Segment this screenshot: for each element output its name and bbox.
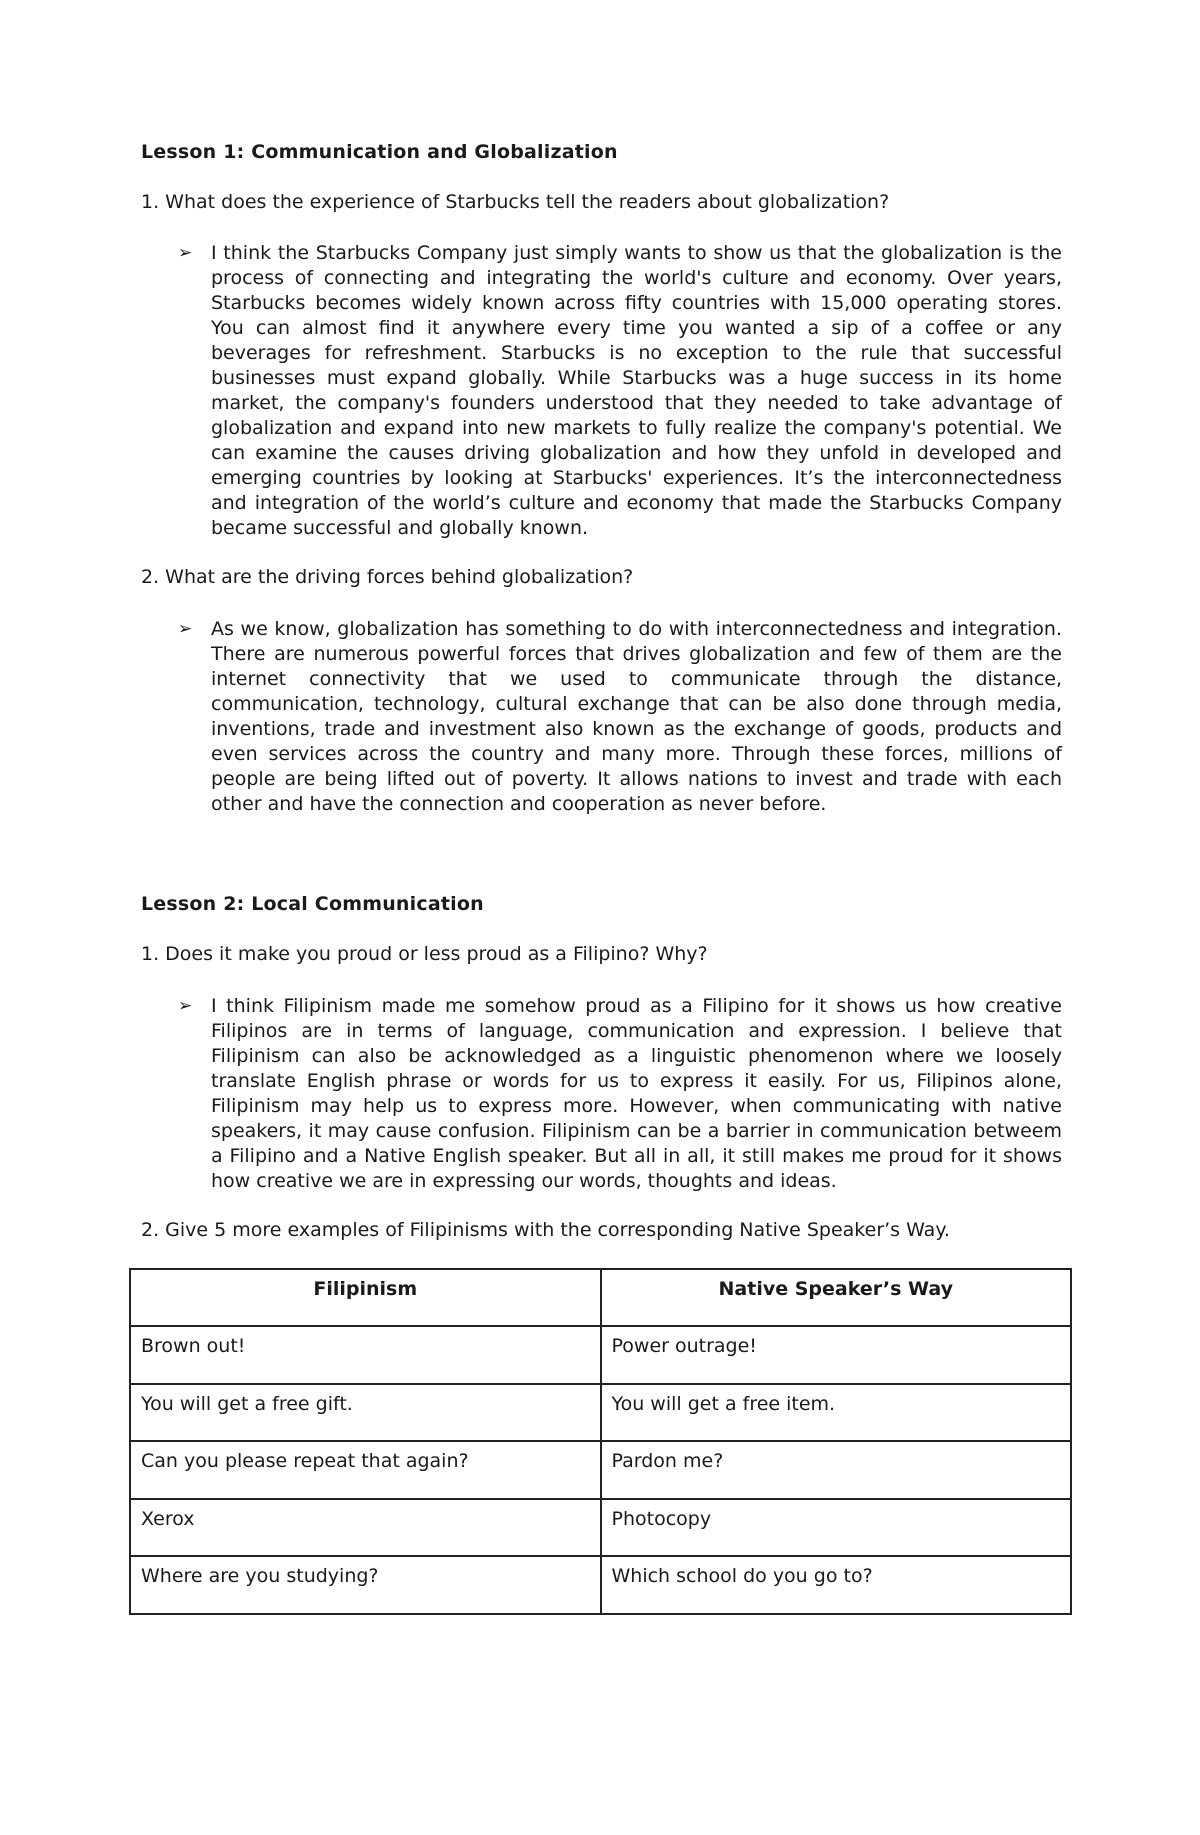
- arrow-bullet-icon: ➢: [178, 243, 193, 263]
- lesson-1-question-2: 2. What are the driving forces behind globalization?: [141, 566, 634, 588]
- native-way-cell: Which school do you go to?: [601, 1556, 1072, 1614]
- filipinism-cell: Brown out!: [130, 1326, 601, 1384]
- filipinism-table: [129, 1268, 1072, 1615]
- native-way-cell: Photocopy: [601, 1499, 1072, 1556]
- lesson-1-title: Lesson 1: Communication and Globalization: [141, 141, 618, 163]
- column-header: Native Speaker’s Way: [601, 1269, 1072, 1326]
- native-way-cell: Pardon me?: [601, 1441, 1072, 1499]
- filipinism-cell: You will get a free gift.: [130, 1384, 601, 1441]
- table-header-row: [130, 1269, 1071, 1326]
- native-way-cell: Power outrage!: [601, 1326, 1072, 1384]
- table-row: [130, 1556, 1071, 1614]
- filipinism-cell: Can you please repeat that again?: [130, 1441, 601, 1499]
- table-row: [130, 1499, 1071, 1556]
- filipinism-cell: Where are you studying?: [130, 1556, 601, 1614]
- lesson-1-question-1: 1. What does the experience of Starbucks tell the readers about globalization?: [141, 191, 890, 213]
- filipinism-cell: Xerox: [130, 1499, 601, 1556]
- answer-text: I think the Starbucks Company just simply wants to show us that the globalization is the process of connecting and integrating the world's culture and economy. Over years, Starbucks becomes widely known across fifty countries with 15,000 operating stores. You can almost find it anywhere every time you wanted a sip of a coffee or any beverages for refreshment. Starbucks is no exception to the rule that successful businesses must expand globally. While Starbucks was a huge success in its home market, the company's founders understood that they needed to take advantage of globalization and expand into new markets to fully realize the company's potential. We can examine the causes driving globalization and how they unfold in developed and emerging countries by looking at Starbucks' experiences. It’s the interconnectedness and integration of the world’s culture and economy that made the Starbucks Company became successful and globally known.: [211, 242, 1062, 539]
- column-header: Filipinism: [130, 1269, 601, 1326]
- native-way-cell: You will get a free item.: [601, 1384, 1072, 1441]
- lesson-1-answer-2: [178, 617, 1062, 817]
- answer-text: I think Filipinism made me somehow proud as a Filipino for it shows us how creative Filipinos are in terms of language, communication and expression. I believe that Filipinism can also be acknowledged as a linguistic phenomenon where we loosely translate English phrase or words for us to express it easily. For us, Filipinos alone, Filipinism may help us to express more. However, when communicating with native speakers, it may cause confusion. Filipinism can be a barrier in communication betweem a Filipino and a Native English speaker. But all in all, it still makes me proud for it shows how creative we are in expressing our words, thoughts and ideas.: [211, 995, 1062, 1192]
- lesson-1-answer-1: [178, 241, 1062, 541]
- arrow-bullet-icon: ➢: [178, 996, 193, 1016]
- lesson-2-title: Lesson 2: Local Communication: [141, 893, 484, 915]
- lesson-2-question-2: 2. Give 5 more examples of Filipinisms with the corresponding Native Speaker’s Way.: [141, 1219, 950, 1241]
- table-row: [130, 1441, 1071, 1499]
- table-row: [130, 1384, 1071, 1441]
- lesson-2-answer-1: [178, 994, 1062, 1194]
- arrow-bullet-icon: ➢: [178, 619, 193, 639]
- table-row: [130, 1326, 1071, 1384]
- answer-text: As we know, globalization has something to do with interconnectedness and integration. There are numerous powerful forces that drives globalization and few of them are the internet connectivity that we used to communicate through the distance, communication, technology, cultural exchange that can be also done through media, inventions, trade and investment also known as the exchange of goods, products and even services across the country and many more. Through these forces, millions of people are being lifted out of poverty. It allows nations to invest and trade with each other and have the connection and cooperation as never before.: [211, 618, 1062, 815]
- lesson-2-question-1: 1. Does it make you proud or less proud as a Filipino? Why?: [141, 943, 708, 965]
